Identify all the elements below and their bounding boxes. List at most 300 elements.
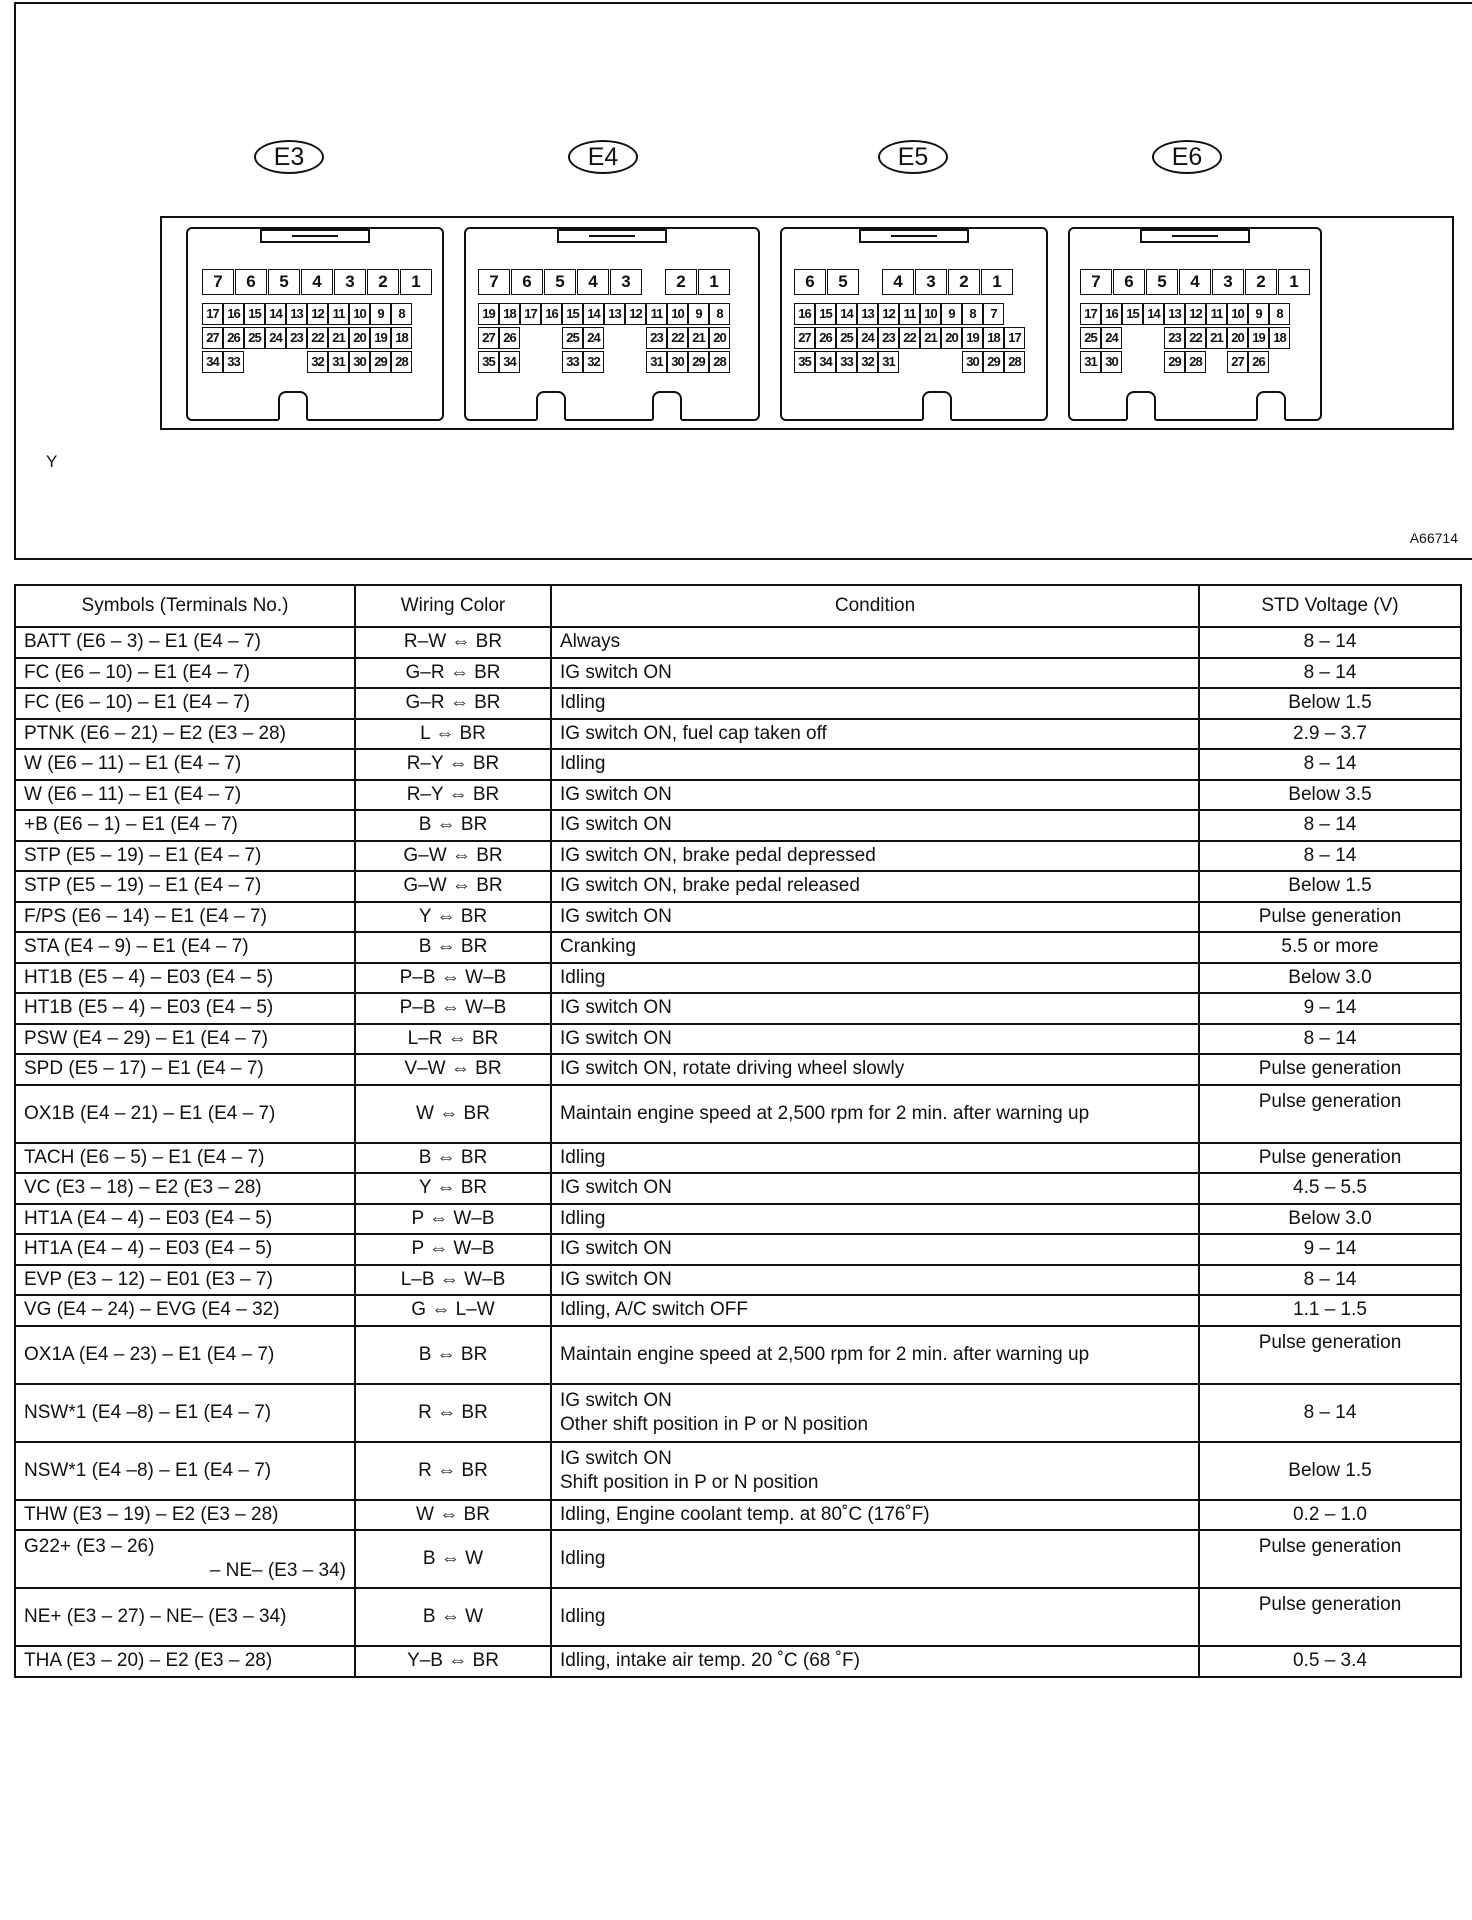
header-symbols: Symbols (Terminals No.)	[15, 585, 355, 627]
terminal-pin: 18	[983, 327, 1004, 349]
terminal-pin: 12	[878, 303, 899, 325]
cell-wiring-color: L–B ⇔ W–B	[355, 1265, 551, 1296]
terminal-pin: 31	[328, 351, 349, 373]
cell-condition	[551, 1143, 1199, 1174]
symbol-text: F/PS (E6 – 14) – E1 (E4 – 7)	[24, 905, 267, 927]
terminal-pin: 5	[544, 269, 576, 295]
table-row	[15, 871, 1461, 902]
table-row	[15, 1384, 1461, 1442]
cell-symbol	[15, 1085, 355, 1143]
table-row	[15, 1442, 1461, 1500]
cell-symbol	[15, 1384, 355, 1442]
terminal-pin: 2	[665, 269, 697, 295]
cell-wiring-color: B ⇔ BR	[355, 1326, 551, 1384]
cell-condition	[551, 1234, 1199, 1265]
terminal-pin: 28	[391, 351, 412, 373]
terminal-pin: 26	[499, 327, 520, 349]
terminal-pin: 34	[499, 351, 520, 373]
cell-condition	[551, 719, 1199, 750]
terminal-pin: 26	[815, 327, 836, 349]
cell-condition	[551, 1085, 1199, 1143]
terminal-pin: 22	[307, 327, 328, 349]
terminal-pin: 5	[827, 269, 859, 295]
cell-condition	[551, 871, 1199, 902]
cell-symbol	[15, 810, 355, 841]
cell-std-voltage: 1.1 – 1.5	[1199, 1295, 1461, 1326]
terminal-pin: 31	[1080, 351, 1101, 373]
cell-wiring-color: W ⇔ BR	[355, 1500, 551, 1531]
terminal-pin: 32	[307, 351, 328, 373]
cell-wiring-color: B ⇔ W	[355, 1588, 551, 1646]
terminal-pin: 16	[541, 303, 562, 325]
terminal-pin: 16	[794, 303, 815, 325]
connector-block-e4	[464, 227, 760, 421]
terminal-pin: 31	[646, 351, 667, 373]
terminal-pin: 20	[941, 327, 962, 349]
condition-text: IG switch ON	[560, 997, 672, 1019]
terminal-pin: 29	[983, 351, 1004, 373]
terminal-pin: 20	[1227, 327, 1248, 349]
terminal-pin: 11	[328, 303, 349, 325]
terminal-pin: 10	[1227, 303, 1248, 325]
terminal-pin: 24	[265, 327, 286, 349]
condition-text: Idling	[560, 1207, 606, 1229]
cell-symbol	[15, 1234, 355, 1265]
cell-std-voltage: Below 1.5	[1199, 1442, 1461, 1500]
side-mark: Y	[46, 452, 58, 471]
connector-key-notch	[536, 391, 566, 421]
cell-std-voltage: 8 – 14	[1199, 1265, 1461, 1296]
symbol-text: HT1A (E4 – 4) – E03 (E4 – 5)	[24, 1238, 273, 1260]
terminal-pin: 13	[604, 303, 625, 325]
terminal-pin: 25	[244, 327, 265, 349]
symbol-text: HT1B (E5 – 4) – E03 (E4 – 5)	[24, 966, 274, 988]
table-row	[15, 1295, 1461, 1326]
cell-symbol	[15, 658, 355, 689]
symbol-text: NE+ (E3 – 27) – NE– (E3 – 34)	[24, 1606, 287, 1627]
cell-std-voltage: 9 – 14	[1199, 993, 1461, 1024]
symbol-text: HT1B (E5 – 4) – E03 (E4 – 5)	[24, 997, 274, 1019]
cell-wiring-color: R–Y ⇔ BR	[355, 780, 551, 811]
terminal-pin: 2	[367, 269, 399, 295]
terminal-pin: 31	[878, 351, 899, 373]
table-row	[15, 841, 1461, 872]
condition-text: Idling	[560, 1548, 606, 1569]
terminal-pin: 11	[899, 303, 920, 325]
terminal-pin: 21	[688, 327, 709, 349]
cell-symbol	[15, 688, 355, 719]
terminal-pin: 33	[562, 351, 583, 373]
symbol-text: VG (E4 – 24) – EVG (E4 – 32)	[24, 1299, 280, 1321]
terminal-pin: 4	[301, 269, 333, 295]
table-row	[15, 1530, 1461, 1588]
cell-wiring-color: G–R ⇔ BR	[355, 688, 551, 719]
connector-latch	[1140, 227, 1250, 243]
cell-std-voltage: 8 – 14	[1199, 749, 1461, 780]
cell-condition	[551, 749, 1199, 780]
cell-condition	[551, 810, 1199, 841]
terminal-pin: 29	[688, 351, 709, 373]
condition-text: IG switch ON	[560, 905, 672, 927]
terminal-pin: 7	[202, 269, 234, 295]
terminal-pin: 35	[478, 351, 499, 373]
connector-block-e3	[186, 227, 444, 421]
terminal-pin: 20	[349, 327, 370, 349]
cell-wiring-color: P ⇔ W–B	[355, 1234, 551, 1265]
cell-symbol	[15, 627, 355, 658]
terminal-pin: 18	[1269, 327, 1290, 349]
connector-block-e6	[1068, 227, 1322, 421]
connector-diagram	[14, 2, 1472, 560]
connector-latch	[859, 227, 969, 243]
condition-text: Idling, Engine coolant temp. at 80˚C (176˚F)	[560, 1503, 930, 1525]
cell-wiring-color: R ⇔ BR	[355, 1384, 551, 1442]
cell-symbol	[15, 1646, 355, 1677]
header-condition: Condition	[551, 585, 1199, 627]
cell-symbol	[15, 963, 355, 994]
cell-wiring-color: P–B ⇔ W–B	[355, 963, 551, 994]
symbol-text: TACH (E6 – 5) – E1 (E4 – 7)	[24, 1146, 265, 1168]
cell-condition	[551, 1530, 1199, 1588]
connector-key-notch	[652, 391, 682, 421]
terminal-pin: 2	[1245, 269, 1277, 295]
terminal-pin: 10	[349, 303, 370, 325]
symbol-text: VC (E3 – 18) – E2 (E3 – 28)	[24, 1177, 262, 1199]
connector-label-e5: E5	[878, 140, 948, 174]
terminal-pin: 26	[1248, 351, 1269, 373]
condition-text: Idling	[560, 1606, 606, 1627]
terminal-pin: 10	[667, 303, 688, 325]
cell-symbol	[15, 1295, 355, 1326]
cell-condition	[551, 993, 1199, 1024]
cell-symbol	[15, 749, 355, 780]
connector-block-e5	[780, 227, 1048, 421]
terminal-pin: 14	[265, 303, 286, 325]
condition-text: Maintain engine speed at 2,500 rpm for 2 min. after warning up	[560, 1343, 1090, 1365]
terminal-pin: 14	[583, 303, 604, 325]
terminal-pin: 2	[948, 269, 980, 295]
condition-text: IG switch ON, brake pedal depressed	[560, 844, 876, 866]
terminal-pin: 29	[370, 351, 391, 373]
cell-wiring-color: B ⇔ BR	[355, 1143, 551, 1174]
connector-label-e6: E6	[1152, 140, 1222, 174]
condition-text: Cranking	[560, 936, 637, 958]
terminal-pin: 22	[1185, 327, 1206, 349]
terminal-pin: 19	[370, 327, 391, 349]
terminal-pin: 27	[202, 327, 223, 349]
terminal-pin: 1	[698, 269, 730, 295]
table-row	[15, 1265, 1461, 1296]
terminal-pin: 24	[857, 327, 878, 349]
cell-std-voltage: 8 – 14	[1199, 810, 1461, 841]
terminal-pin: 4	[1179, 269, 1211, 295]
terminal-pin: 23	[286, 327, 307, 349]
cell-std-voltage: Below 3.0	[1199, 1204, 1461, 1235]
condition-text: IG switch ON	[560, 1389, 672, 1411]
cell-std-voltage: Pulse generation	[1199, 1530, 1461, 1588]
connector-label-e3: E3	[254, 140, 324, 174]
cell-condition	[551, 1054, 1199, 1085]
cell-std-voltage: Pulse generation	[1199, 1054, 1461, 1085]
symbol-text: OX1B (E4 – 21) – E1 (E4 – 7)	[24, 1102, 276, 1124]
cell-std-voltage: Below 3.5	[1199, 780, 1461, 811]
table-row	[15, 1326, 1461, 1384]
terminal-pin: 30	[1101, 351, 1122, 373]
terminal-pin: 8	[962, 303, 983, 325]
cell-condition	[551, 627, 1199, 658]
cell-condition	[551, 1024, 1199, 1055]
cell-std-voltage: 8 – 14	[1199, 841, 1461, 872]
terminal-pin: 7	[983, 303, 1004, 325]
condition-text: Idling	[560, 753, 606, 775]
terminal-pin: 3	[1212, 269, 1244, 295]
table-row	[15, 1588, 1461, 1646]
cell-std-voltage: Pulse generation	[1199, 902, 1461, 933]
terminal-pin: 32	[583, 351, 604, 373]
terminal-pin: 21	[328, 327, 349, 349]
terminal-pin: 26	[223, 327, 244, 349]
cell-symbol	[15, 841, 355, 872]
cell-std-voltage: 8 – 14	[1199, 1384, 1461, 1442]
table-header-row	[15, 585, 1461, 627]
terminal-pin: 30	[667, 351, 688, 373]
terminal-pin: 6	[511, 269, 543, 295]
terminal-pin: 25	[836, 327, 857, 349]
cell-std-voltage: Below 1.5	[1199, 688, 1461, 719]
terminal-pin: 24	[1101, 327, 1122, 349]
terminal-pin: 3	[915, 269, 947, 295]
terminal-pin: 28	[1185, 351, 1206, 373]
cell-condition	[551, 1384, 1199, 1442]
table-row	[15, 1234, 1461, 1265]
table-row	[15, 749, 1461, 780]
cell-condition	[551, 1265, 1199, 1296]
cell-std-voltage: 8 – 14	[1199, 1024, 1461, 1055]
table-row	[15, 963, 1461, 994]
terminal-pin: 35	[794, 351, 815, 373]
table-row	[15, 810, 1461, 841]
terminal-pin: 3	[334, 269, 366, 295]
condition-text: IG switch ON, fuel cap taken off	[560, 722, 827, 744]
terminal-pin: 15	[244, 303, 265, 325]
terminal-pin: 8	[391, 303, 412, 325]
terminal-pin: 22	[667, 327, 688, 349]
cell-condition	[551, 1326, 1199, 1384]
terminal-pin: 30	[349, 351, 370, 373]
condition-text-line2: Other shift position in P or N position	[560, 1413, 869, 1435]
terminal-pin: 17	[1080, 303, 1101, 325]
cell-wiring-color: R ⇔ BR	[355, 1442, 551, 1500]
terminal-pin: 11	[1206, 303, 1227, 325]
cell-symbol	[15, 1265, 355, 1296]
terminal-pin: 20	[709, 327, 730, 349]
table-row	[15, 627, 1461, 658]
terminal-pin: 4	[882, 269, 914, 295]
terminal-pin: 29	[1164, 351, 1185, 373]
terminal-pin: 24	[583, 327, 604, 349]
terminal-pin: 33	[223, 351, 244, 373]
symbol-text: FC (E6 – 10) – E1 (E4 – 7)	[24, 692, 250, 714]
connector-latch	[260, 227, 370, 243]
header-std-voltage: STD Voltage (V)	[1199, 585, 1461, 627]
terminal-pin: 12	[625, 303, 646, 325]
terminal-pin: 5	[268, 269, 300, 295]
condition-text: IG switch ON	[560, 1238, 672, 1260]
table-row	[15, 932, 1461, 963]
cell-std-voltage: Pulse generation	[1199, 1588, 1461, 1646]
cell-condition	[551, 963, 1199, 994]
cell-symbol	[15, 871, 355, 902]
cell-wiring-color: P ⇔ W–B	[355, 1204, 551, 1235]
terminal-pin: 17	[1004, 327, 1025, 349]
cell-wiring-color: G ⇔ L–W	[355, 1295, 551, 1326]
terminal-pin: 33	[836, 351, 857, 373]
condition-text: Idling, intake air temp. 20 ˚C (68 ˚F)	[560, 1650, 860, 1672]
cell-std-voltage: 8 – 14	[1199, 658, 1461, 689]
terminal-pin: 23	[1164, 327, 1185, 349]
cell-wiring-color: R–W ⇔ BR	[355, 627, 551, 658]
cell-std-voltage: Below 1.5	[1199, 871, 1461, 902]
condition-text: IG switch ON	[560, 1447, 672, 1469]
cell-wiring-color: V–W ⇔ BR	[355, 1054, 551, 1085]
terminal-pin: 6	[1113, 269, 1145, 295]
terminal-pin: 8	[709, 303, 730, 325]
table-row	[15, 1646, 1461, 1677]
cell-symbol	[15, 1442, 355, 1500]
terminal-pin: 11	[646, 303, 667, 325]
terminal-pin: 13	[857, 303, 878, 325]
connector-label-e4: E4	[568, 140, 638, 174]
terminal-pin: 21	[920, 327, 941, 349]
condition-text: Idling, A/C switch OFF	[560, 1299, 748, 1321]
terminal-pin: 23	[878, 327, 899, 349]
symbol-text: NSW*1 (E4 –8) – E1 (E4 – 7)	[24, 1459, 272, 1481]
terminal-pin: 16	[223, 303, 244, 325]
terminal-pin: 4	[577, 269, 609, 295]
cell-symbol	[15, 1054, 355, 1085]
condition-text: Idling	[560, 1146, 606, 1168]
terminal-pin: 8	[1269, 303, 1290, 325]
symbol-text: +B (E6 – 1) – E1 (E4 – 7)	[24, 814, 238, 836]
condition-text: IG switch ON	[560, 1268, 672, 1290]
cell-wiring-color: B ⇔ W	[355, 1530, 551, 1588]
terminal-pin: 3	[610, 269, 642, 295]
symbol-text: PSW (E4 – 29) – E1 (E4 – 7)	[24, 1027, 268, 1049]
cell-symbol	[15, 902, 355, 933]
connector-latch	[557, 227, 667, 243]
symbol-text: G22+ (E3 – 26)	[24, 1536, 155, 1557]
cell-wiring-color: G–W ⇔ BR	[355, 871, 551, 902]
cell-wiring-color: R–Y ⇔ BR	[355, 749, 551, 780]
condition-text-line2: Shift position in P or N position	[560, 1471, 819, 1493]
figure-code: A66714	[1409, 530, 1458, 546]
cell-std-voltage: 4.5 – 5.5	[1199, 1173, 1461, 1204]
cell-wiring-color: L ⇔ BR	[355, 719, 551, 750]
terminal-pin: 13	[1164, 303, 1185, 325]
terminal-voltage-table	[14, 584, 1462, 1678]
condition-text: IG switch ON, rotate driving wheel slowly	[560, 1058, 905, 1080]
cell-condition	[551, 1204, 1199, 1235]
connector-key-notch	[922, 391, 952, 421]
terminal-pin: 10	[920, 303, 941, 325]
symbol-text: THA (E3 – 20) – E2 (E3 – 28)	[24, 1650, 273, 1672]
terminal-pin: 12	[1185, 303, 1206, 325]
symbol-text: STP (E5 – 19) – E1 (E4 – 7)	[24, 844, 262, 866]
symbol-text: THW (E3 – 19) – E2 (E3 – 28)	[24, 1503, 279, 1525]
terminal-pin: 6	[235, 269, 267, 295]
terminal-pin: 19	[962, 327, 983, 349]
terminal-pin: 12	[307, 303, 328, 325]
cell-symbol	[15, 1326, 355, 1384]
table-row	[15, 688, 1461, 719]
cell-wiring-color: Y ⇔ BR	[355, 1173, 551, 1204]
terminal-pin: 9	[370, 303, 391, 325]
cell-symbol	[15, 932, 355, 963]
terminal-pin: 27	[794, 327, 815, 349]
table-row	[15, 658, 1461, 689]
condition-text: IG switch ON	[560, 1027, 672, 1049]
terminal-pin: 25	[1080, 327, 1101, 349]
terminal-pin: 19	[478, 303, 499, 325]
cell-symbol	[15, 1143, 355, 1174]
symbol-text: EVP (E3 – 12) – E01 (E3 – 7)	[24, 1268, 273, 1290]
header-wiring-color: Wiring Color	[355, 585, 551, 627]
cell-std-voltage: Below 3.0	[1199, 963, 1461, 994]
symbol-text: STP (E5 – 19) – E1 (E4 – 7)	[24, 875, 262, 897]
symbol-text: HT1A (E4 – 4) – E03 (E4 – 5)	[24, 1207, 273, 1229]
condition-text: IG switch ON	[560, 661, 672, 683]
terminal-pin: 7	[1080, 269, 1112, 295]
table-row	[15, 1204, 1461, 1235]
cell-symbol	[15, 1024, 355, 1055]
connector-key-notch	[278, 391, 308, 421]
symbol-text: PTNK (E6 – 21) – E2 (E3 – 28)	[24, 722, 286, 744]
terminal-pin: 1	[400, 269, 432, 295]
cell-std-voltage: Pulse generation	[1199, 1085, 1461, 1143]
terminal-pin: 5	[1146, 269, 1178, 295]
symbol-text: SPD (E5 – 17) – E1 (E4 – 7)	[24, 1058, 264, 1080]
terminal-pin: 32	[857, 351, 878, 373]
table-row	[15, 1500, 1461, 1531]
cell-std-voltage: 8 – 14	[1199, 627, 1461, 658]
terminal-pin: 16	[1101, 303, 1122, 325]
cell-condition	[551, 1295, 1199, 1326]
cell-wiring-color: B ⇔ BR	[355, 810, 551, 841]
terminal-pin: 28	[1004, 351, 1025, 373]
connector-key-notch	[1256, 391, 1286, 421]
terminal-pin: 9	[941, 303, 962, 325]
terminal-pin: 17	[202, 303, 223, 325]
cell-condition	[551, 1500, 1199, 1531]
cell-wiring-color: W ⇔ BR	[355, 1085, 551, 1143]
symbol-text: STA (E4 – 9) – E1 (E4 – 7)	[24, 936, 249, 958]
cell-wiring-color: Y ⇔ BR	[355, 902, 551, 933]
terminal-pin: 18	[499, 303, 520, 325]
condition-text: Maintain engine speed at 2,500 rpm for 2 min. after warning up	[560, 1102, 1090, 1124]
table-row	[15, 719, 1461, 750]
terminal-pin: 13	[286, 303, 307, 325]
cell-std-voltage: 9 – 14	[1199, 1234, 1461, 1265]
condition-text: IG switch ON	[560, 1177, 672, 1199]
cell-wiring-color: P–B ⇔ W–B	[355, 993, 551, 1024]
terminal-pin: 23	[646, 327, 667, 349]
cell-condition	[551, 1588, 1199, 1646]
terminal-pin: 21	[1206, 327, 1227, 349]
symbol-text: OX1A (E4 – 23) – E1 (E4 – 7)	[24, 1343, 275, 1365]
terminal-pin: 6	[794, 269, 826, 295]
table-row	[15, 1054, 1461, 1085]
cell-wiring-color: G–R ⇔ BR	[355, 658, 551, 689]
